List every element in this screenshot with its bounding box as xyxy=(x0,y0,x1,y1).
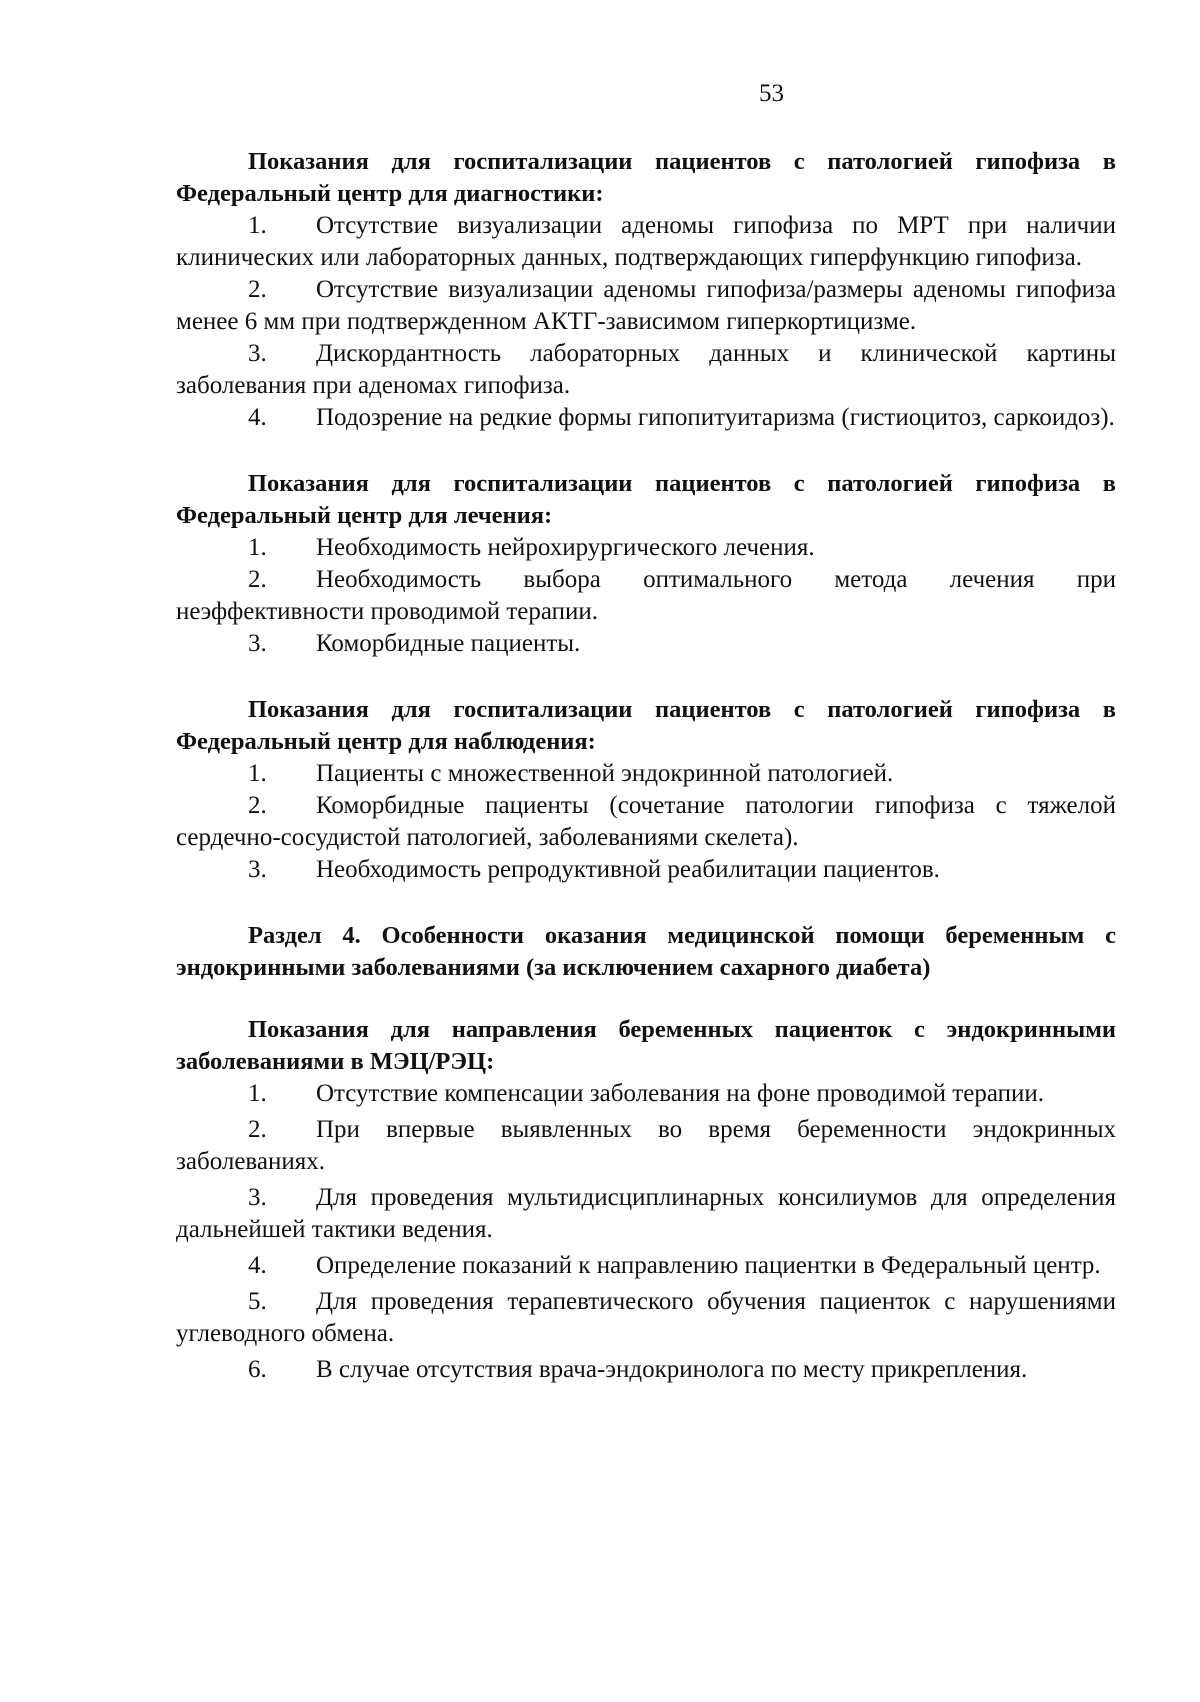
item-number: 3. xyxy=(248,1184,267,1211)
item-text: Отсутствие компенсации заболевания на фоне проводимой терапии. xyxy=(316,1080,1044,1107)
list-item xyxy=(176,1250,1116,1282)
item-text: Коморбидные пациенты. xyxy=(316,630,581,657)
list-item xyxy=(176,532,1116,564)
list-item xyxy=(176,1286,1116,1350)
item-text: Пациенты с множественной эндокринной патологией. xyxy=(316,760,894,787)
item-text: Отсутствие визуализации аденомы гипофиза/размеры аденомы гипофиза менее 6 мм при подтвержденном АКТГ-зависимом гиперкортицизме. xyxy=(176,276,1116,335)
item-text: Дискордантность лабораторных данных и клинической картины заболевания при аденомах гипофиза. xyxy=(176,340,1116,399)
item-number: 2. xyxy=(248,792,267,819)
page-content xyxy=(176,146,1116,1386)
list-item xyxy=(176,758,1116,790)
item-text: При впервые выявленных во время беременности эндокринных заболеваниях. xyxy=(176,1116,1116,1175)
item-text: Необходимость нейрохирургического лечения. xyxy=(316,534,815,561)
item-number: 3. xyxy=(248,630,267,657)
item-number: 1. xyxy=(248,760,267,787)
item-number: 2. xyxy=(248,566,267,593)
item-text: Необходимость репродуктивной реабилитации пациентов. xyxy=(316,856,940,883)
item-number: 5. xyxy=(248,1288,267,1315)
list-item xyxy=(176,1078,1116,1110)
item-number: 6. xyxy=(248,1356,267,1383)
item-number: 1. xyxy=(248,212,267,239)
item-number: 3. xyxy=(248,856,267,883)
item-text: Подозрение на редкие формы гипопитуитаризма (гистиоцитоз, саркоидоз). xyxy=(316,404,1115,431)
item-text: Для проведения терапевтического обучения пациенток с нарушениями углеводного обмена. xyxy=(176,1288,1116,1347)
heading-treatment: Показания для госпитализации пациентов с патологией гипофиза в Федеральный центр для лечения: xyxy=(176,470,1116,529)
document-page xyxy=(176,0,1116,1702)
item-number: 2. xyxy=(248,276,267,303)
item-text: Коморбидные пациенты (сочетание патологии гипофиза с тяжелой сердечно-сосудистой патологией, заболеваниями скелета). xyxy=(176,792,1116,851)
spacer xyxy=(176,886,1116,920)
section-title: Раздел 4. Особенности оказания медицинской помощи беременным с эндокринными заболеваниями (за исключением сахарного диабета) xyxy=(176,922,1116,981)
list-item xyxy=(176,564,1116,628)
item-text: Необходимость выбора оптимального метода лечения при неэффективности проводимой терапии. xyxy=(176,566,1116,625)
item-number: 1. xyxy=(248,534,267,561)
list-item xyxy=(176,1182,1116,1246)
item-number: 4. xyxy=(248,1252,267,1279)
spacer xyxy=(176,984,1116,1014)
heading-diagnostics: Показания для госпитализации пациентов с патологией гипофиза в Федеральный центр для диагностики: xyxy=(176,148,1116,207)
item-number: 1. xyxy=(248,1080,267,1107)
list-item xyxy=(176,1114,1116,1178)
list-item xyxy=(176,210,1116,274)
list-item xyxy=(176,854,1116,886)
page-number: 53 xyxy=(759,80,784,107)
item-number: 4. xyxy=(248,404,267,431)
item-number: 3. xyxy=(248,340,267,367)
list-item xyxy=(176,338,1116,402)
list-item xyxy=(176,1354,1116,1386)
list-item xyxy=(176,274,1116,338)
item-number: 2. xyxy=(248,1116,267,1143)
spacer xyxy=(176,434,1116,468)
list-item xyxy=(176,402,1116,434)
item-text: Определение показаний к направлению пациентки в Федеральный центр. xyxy=(316,1252,1101,1279)
list-item xyxy=(176,790,1116,854)
item-text: Для проведения мультидисциплинарных консилиумов для определения дальнейшей тактики ведения. xyxy=(176,1184,1116,1243)
heading-observation: Показания для госпитализации пациентов с патологией гипофиза в Федеральный центр для наблюдения: xyxy=(176,696,1116,755)
list-item xyxy=(176,628,1116,660)
spacer xyxy=(176,660,1116,694)
heading-referral: Показания для направления беременных пациенток с эндокринными заболеваниями в МЭЦ/РЭЦ: xyxy=(176,1016,1116,1075)
item-text: В случае отсутствия врача-эндокринолога по месту прикрепления. xyxy=(316,1356,1028,1383)
item-text: Отсутствие визуализации аденомы гипофиза по МРТ при наличии клинических или лабораторных данных, подтверждающих гиперфункцию гипофиза. xyxy=(176,212,1116,271)
